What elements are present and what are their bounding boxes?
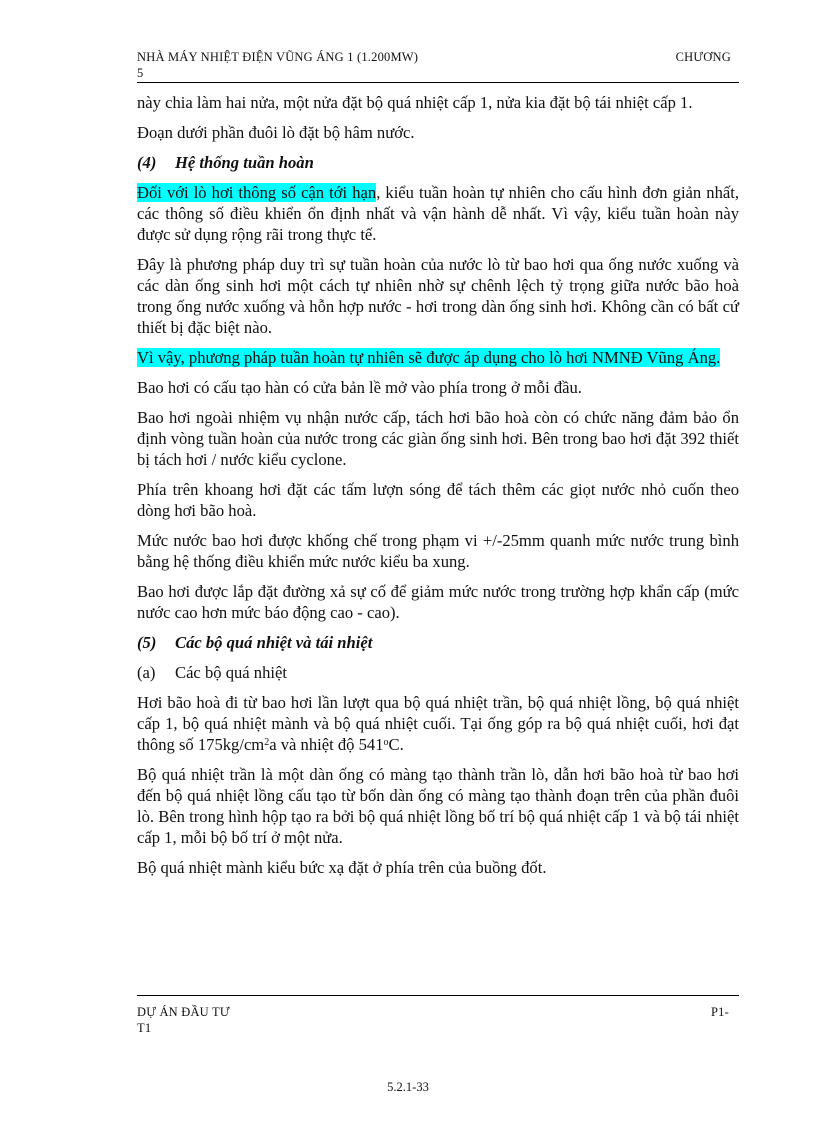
footer-project: DỰ ÁN ĐẦU TƯ — [137, 1005, 230, 1019]
paragraph: Mức nước bao hơi được khống chế trong phạm vi +/-25mm quanh mức nước trung bình bằng hệ thống điều khiển mức nước kiểu ba xung. — [137, 531, 739, 571]
highlighted-text: Vì vậy, phương pháp tuần hoàn tự nhiên sẽ được áp dụng cho lò hơi NMNĐ Vũng Áng. — [137, 348, 721, 367]
header-chapter: CHƯƠNG — [675, 50, 731, 64]
paragraph: Đối với lò hơi thông số cận tới hạn, kiểu tuần hoàn tự nhiên cho cấu hình đơn giản nhất, các thông số điều khiển ổn định nhất và vận hành dễ nhất. Vì vậy, kiểu tuần hoàn này được sử dụng rộng rãi trong thực tế. — [137, 183, 739, 244]
paragraph: Bao hơi được lắp đặt đường xả sự cố để giảm mức nước trong trường hợp khẩn cấp (mức nước cao hơn mức báo động cao - cao). — [137, 582, 739, 622]
paragraph: Phía trên khoang hơi đặt các tấm lượn sóng để tách thêm các giọt nước nhỏ cuốn theo dòng hơi bão hoà. — [137, 480, 739, 520]
footer-code: P1- — [711, 1005, 729, 1019]
highlighted-text: Đối với lò hơi thông số cận tới hạn — [137, 183, 377, 202]
page-number: 5.2.1-33 — [387, 1080, 429, 1094]
section-title: Hệ thống tuần hoàn — [175, 153, 314, 172]
section-heading-4 — [137, 152, 739, 173]
subsection-title: Các bộ quá nhiệt — [175, 663, 287, 682]
footer-code-line2: T1 — [137, 1021, 152, 1035]
paragraph: Hơi bão hoà đi từ bao hơi lần lượt qua bộ quá nhiệt trần, bộ quá nhiệt lồng, bộ quá nhiệt cấp 1, bộ quá nhiệt mành và bộ quá nhiệt cuối. Tại ống góp ra bộ quá nhiệt cuối, hơi đạt thông số $175kg/cm^2a$ và nhiệt độ 541$^o$C. — [137, 693, 739, 754]
subsection-number: (a) — [137, 663, 156, 682]
section-title: Các bộ quá nhiệt và tái nhiệt — [175, 633, 373, 652]
paragraph: Bộ quá nhiệt mành kiểu bức xạ đặt ở phía trên của buồng đốt. — [137, 858, 547, 877]
page-footer — [137, 995, 739, 1036]
paragraph: Bao hơi có cấu tạo hàn có cửa bản lề mở vào phía trong ở mỗi đầu. — [137, 378, 582, 397]
document-body — [137, 92, 739, 887]
header-title: NHÀ MÁY NHIỆT ĐIỆN VŨNG ÁNG 1 (1.200MW) — [137, 50, 419, 64]
page-header — [137, 49, 739, 83]
section-number: (4) — [137, 153, 157, 172]
paragraph: Đây là phương pháp duy trì sự tuần hoàn của nước lò từ bao hơi qua ống nước xuống và các dàn ống sinh hơi một cách tự nhiên nhờ sự chênh lệch tỷ trọng giữa nước bão hoà trong ống nước xuống và hỗn hợp nước - hơi trong dàn ống sinh hơi. Không cần có bất cứ thiết bị đặc biệt nào. — [137, 255, 739, 337]
paragraph — [137, 347, 739, 368]
paragraph: này chia làm hai nửa, một nửa đặt bộ quá nhiệt cấp 1, nửa kia đặt bộ tái nhiệt cấp 1. — [137, 93, 693, 112]
paragraph: Bộ quá nhiệt trần là một dàn ống có màng tạo thành trần lò, dẫn hơi bão hoà từ bao hơi đến bộ quá nhiệt lồng cấu tạo từ bốn dàn ống có màng tạo thành đoạn trên của phần đuôi lò. Bên trong hình hộp tạo ra bởi bộ quá nhiệt lồng bố trí bộ quá nhiệt cấp 1 và bộ tái nhiệt cấp 1, mỗi bộ bố trí ở một nửa. — [137, 765, 739, 847]
paragraph: Đoạn dưới phần đuôi lò đặt bộ hâm nước. — [137, 123, 415, 142]
subsection-heading-a — [137, 662, 739, 683]
paragraph: Bao hơi ngoài nhiệm vụ nhận nước cấp, tách hơi bão hoà còn có chức năng đảm bảo ổn định vòng tuần hoàn của nước trong các giàn ống sinh hơi. Bên trong bao hơi đặt 392 thiết bị tách hơi / nước kiểu cyclone. — [137, 408, 739, 469]
header-chapter-number: 5 — [137, 66, 144, 80]
section-heading-5 — [137, 632, 739, 653]
section-number: (5) — [137, 633, 157, 652]
